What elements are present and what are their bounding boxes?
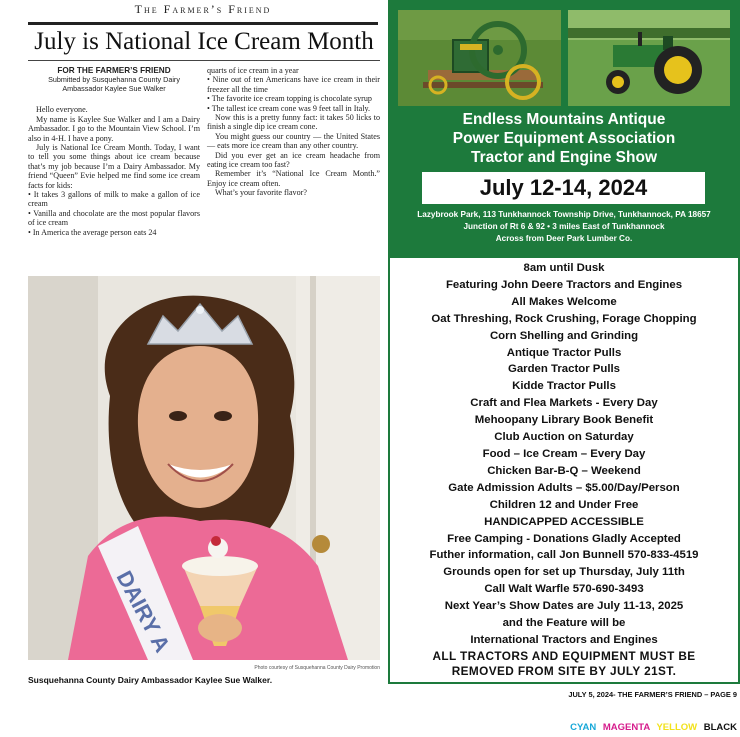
bullet-item: • Nine out of ten Americans have ice cream in their freezer all the time <box>207 75 380 94</box>
detail-line: Kidde Tractor Pulls <box>512 380 616 393</box>
bullet-item: • The tallest ice cream cone was 9 feet tall in Italy. <box>207 103 371 113</box>
detail-line: 8am until Dusk <box>523 262 605 274</box>
ad-title <box>390 110 738 167</box>
paragraph: Hello everyone. <box>36 105 88 115</box>
show-dates: July 12-14, 2024 <box>422 172 705 204</box>
warning-line: ALL TRACTORS AND EQUIPMENT MUST BE <box>432 648 696 663</box>
headline: July is National Ice Cream Month <box>28 26 380 61</box>
warning-line: REMOVED FROM SITE BY JULY 21ST. <box>451 663 677 678</box>
detail-line: Antique Tractor Pulls <box>506 346 622 359</box>
article-column-1 <box>28 66 200 237</box>
detail-line: Futher information, call Jon Bunnell 570-833-4519 <box>429 549 699 562</box>
cmyk-yellow: YELLOW <box>656 722 698 733</box>
detail-line: Free Camping - Donations Gladly Accepted <box>447 532 681 545</box>
detail-line: Corn Shelling and Grinding <box>489 329 639 342</box>
show-details <box>390 260 738 679</box>
cmyk-black: BLACK <box>703 722 737 733</box>
detail-line: All Makes Welcome <box>511 295 617 308</box>
ad-header <box>390 2 738 258</box>
article-heading: FOR THE FARMER’S FRIEND <box>57 66 171 75</box>
detail-line: Oat Threshing, Rock Crushing, Forage Chopping <box>431 312 697 325</box>
detail-line: Grounds open for set up Thursday, July 11th <box>443 566 685 579</box>
paragraph: You might guess our country — the United States — eats more ice cream than any other country. <box>207 131 380 151</box>
bullet-item: • It takes 3 gallons of milk to make a gallon of ice cream <box>28 190 200 209</box>
detail-line: Call Walt Warfle 570-690-3493 <box>484 583 644 596</box>
paragraph: What’s your favorite flavor? <box>215 188 307 198</box>
page-footer: JULY 5, 2024- THE FARMER’S FRIEND – PAGE 9 <box>568 690 737 699</box>
address-line: Lazybrook Park, 113 Tunkhannock Township Drive, Tunkhannock, PA 18657 <box>417 210 711 219</box>
article-byline: Submitted by Susquehanna County Dairy Ambassador Kaylee Sue Walker <box>48 75 180 94</box>
detail-line: Chicken Bar-B-Q – Weekend <box>487 464 641 477</box>
tractor-show-ad <box>388 0 740 684</box>
photo-credit: Photo courtesy of Susquehanna County Dairy Promotion <box>254 665 380 671</box>
address-line: Across from Deer Park Lumber Co. <box>495 234 633 243</box>
paragraph: Did you ever get an ice cream headache from eating ice cream too fast? <box>207 150 380 170</box>
detail-line: Garden Tractor Pulls <box>507 363 621 376</box>
paragraph: Now this is a pretty funny fact: it takes 50 licks to finish a single dip ice cream cone. <box>207 113 380 132</box>
ambassador-photo <box>28 276 380 660</box>
detail-line: HANDICAPPED ACCESSIBLE <box>484 515 644 528</box>
detail-line: Gate Admission Adults – $5.00/Day/Person <box>448 481 680 494</box>
address-line: Junction of Rt 6 & 92 • 3 miles East of Tunkhannock <box>463 222 665 231</box>
sash-text: DAIRY A <box>111 566 176 657</box>
detail-line: Club Auction on Saturday <box>494 431 634 444</box>
paragraph: Remember it’s “National Ice Cream Month.” Enjoy ice cream often. <box>207 169 380 188</box>
paragraph: My name is Kaylee Sue Walker and I am a Dairy Ambassador. I go to the Mountain View School. I’m also in 4-H. I have a pony. <box>28 114 200 143</box>
cmyk-magenta: MAGENTA <box>602 722 650 733</box>
ad-title-line: Tractor and Engine Show <box>470 149 658 166</box>
detail-line: Food – Ice Cream – Every Day <box>482 447 646 460</box>
article-column-2 <box>207 66 380 198</box>
detail-line: Craft and Flea Markets - Every Day <box>470 397 658 410</box>
ad-title-line: Power Equipment Association <box>452 130 676 147</box>
bullet-item: • Vanilla and chocolate are the most popular flavors of ice cream <box>28 208 200 228</box>
detail-line: Mehoopany Library Book Benefit <box>474 414 654 427</box>
paragraph: quarts of ice cream in a year <box>207 66 299 75</box>
show-address <box>390 209 738 245</box>
detail-line: Children 12 and Under Free <box>489 498 639 511</box>
cmyk-bar <box>566 722 737 733</box>
masthead: The Farmer’s Friend <box>28 0 378 25</box>
paragraph: July is National Ice Cream Month. Today, I want to tell you some things about ice cream because that’s my job because I’m a Dairy Ambassador. My friend “Queen” Evie helped me find some ice cream facts for kids: <box>28 143 200 190</box>
cmyk-cyan: CYAN <box>570 722 597 733</box>
detail-line: Next Year’s Show Dates are July 11-13, 2025 <box>444 600 684 613</box>
engine-photo <box>398 10 561 106</box>
detail-line: and the Feature will be <box>502 617 626 630</box>
bullet-item: • In America the average person eats 24 <box>28 227 157 237</box>
tractor-photo <box>568 10 730 106</box>
photo-caption: Susquehanna County Dairy Ambassador Kaylee Sue Walker. <box>28 675 273 685</box>
detail-line: International Tractors and Engines <box>470 633 658 646</box>
bullet-item: • The favorite ice cream topping is chocolate syrup <box>207 94 372 104</box>
detail-line: Featuring John Deere Tractors and Engines <box>445 278 683 291</box>
ad-title-line: Endless Mountains Antique <box>462 111 666 128</box>
